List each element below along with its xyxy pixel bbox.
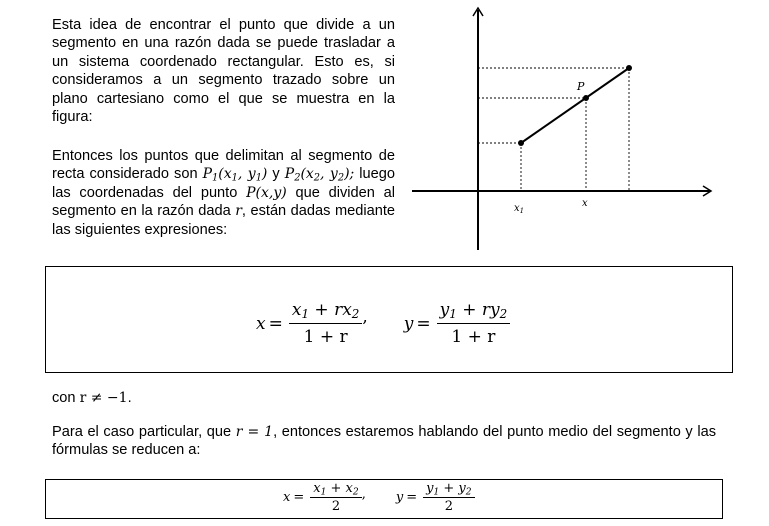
mid-x-equals: = — [293, 490, 305, 505]
mid-x-lhs: x — [283, 490, 291, 505]
general-formula — [256, 300, 510, 347]
mid-y-lhs: y — [395, 490, 404, 505]
mid-y-denominator: 2 — [444, 499, 453, 514]
mid-y-equals: = — [406, 490, 418, 505]
r-equals-1: r = 1 — [235, 424, 274, 440]
y-lhs: y — [403, 313, 414, 334]
x1-label: $x_1$ — [514, 203, 525, 215]
p2-text-1: Entonces los puntos que delimitan al segmento de recta considerado son — [52, 148, 395, 183]
mid-y-fraction — [423, 481, 474, 514]
formula-comma: , — [362, 307, 368, 327]
midpoint-paragraph: Para el caso particular, que r = 1, entonces estaremos hablando del punto medio del segmento y las fórmulas se reducen a: — [52, 424, 717, 459]
point-p-dot — [583, 95, 589, 101]
point-p2: $P_2(x_2$, $y_2$); — [284, 166, 355, 184]
y-numerator: $y_1 + ry_2$ — [437, 300, 511, 324]
mid-y-numerator: $y_1 + y_2$ — [423, 481, 474, 498]
coordinates-paragraph — [52, 147, 395, 239]
x-numerator: $x_1 + rx_2$ — [289, 300, 363, 324]
ratio-r: r — [235, 203, 242, 220]
x-equals: = — [268, 313, 283, 334]
mid-formula-comma: , — [361, 487, 366, 502]
intro-paragraph: Esta idea de encontrar el punto que divide a un segmento en una razón dada se puede trasladar a un sistema coordenado rectangular. Esto es, si consideramos a un segmento trazado sobre un plano cartesiano como el que se muestra en la figura: — [52, 17, 395, 126]
midpoint-formula — [283, 481, 475, 514]
x-label: x — [582, 198, 588, 209]
mid-x-fraction — [310, 481, 361, 514]
p2-text-4: que dividen al segmento en la razón dada — [52, 184, 395, 220]
x-lhs: x — [256, 313, 266, 334]
point-p-label: P — [577, 80, 585, 93]
p2-text-5: , están dadas mediante las siguientes expresiones: — [52, 203, 395, 238]
point-p: P(x,y) — [246, 184, 287, 201]
point-p1-dot — [518, 140, 524, 146]
condition-math: r ≠ −1 — [79, 390, 128, 406]
condition-line: con r ≠ −1. — [52, 390, 132, 406]
p2-text-3: luego las coordenadas del punto — [52, 166, 396, 201]
p2-text-2: y — [267, 166, 285, 183]
x-fraction — [289, 300, 363, 347]
x-denominator: 1 + r — [303, 327, 348, 347]
y-denominator: 1 + r — [451, 327, 496, 347]
point-p2-dot — [626, 65, 632, 71]
mid-x-denominator: 2 — [331, 499, 341, 514]
mid-x-numerator: $x_1 + x_2$ — [310, 481, 361, 498]
point-p1: $P_1(x_1$, $y_1$) — [202, 166, 268, 184]
y-fraction — [437, 300, 511, 347]
segment-p1-p2 — [521, 68, 629, 143]
cartesian-figure — [400, 0, 720, 255]
y-equals: = — [416, 313, 431, 334]
